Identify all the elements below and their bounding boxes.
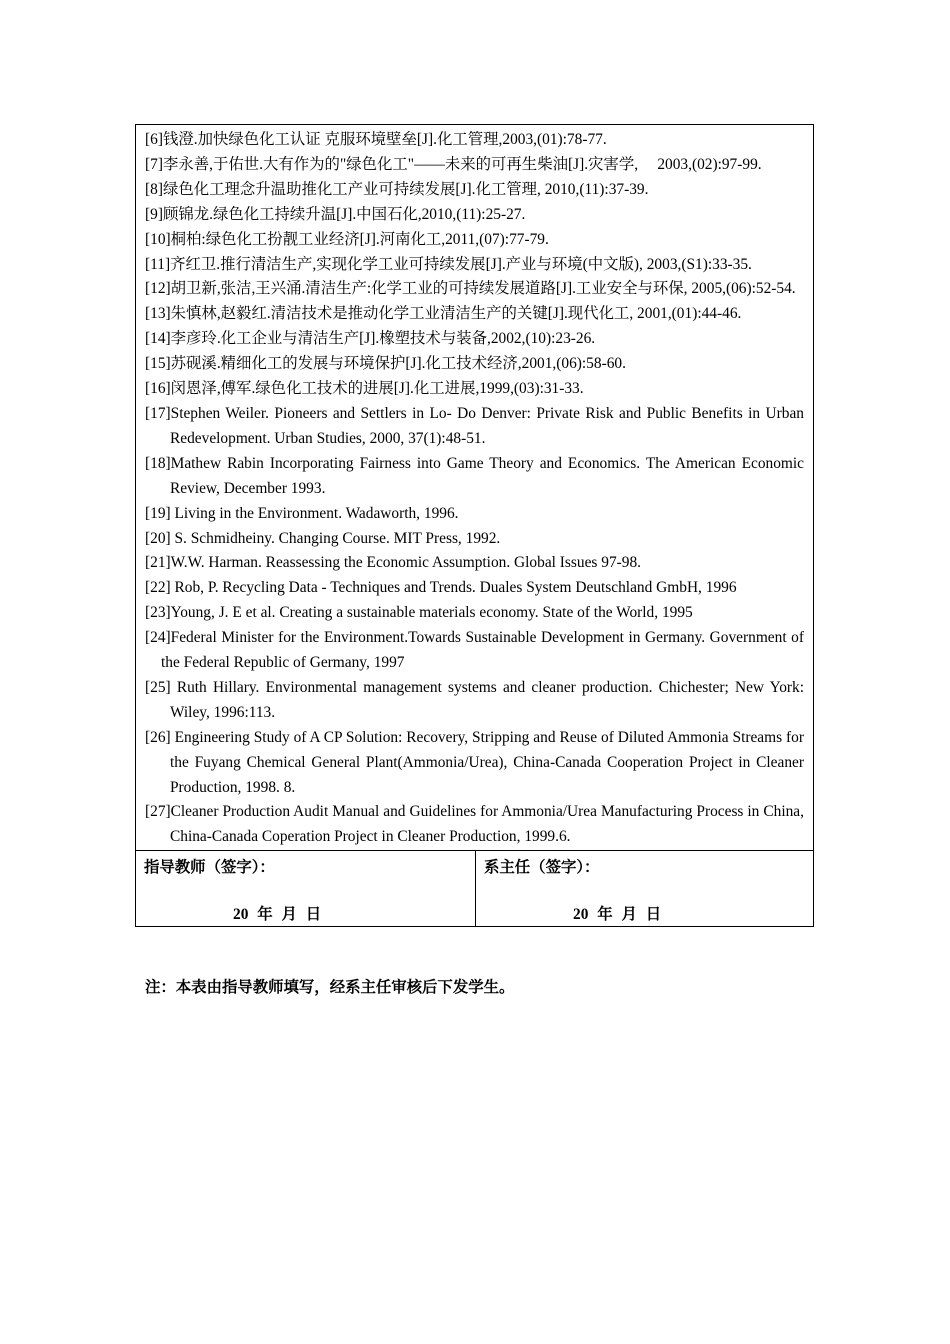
reference-item: [20] S. Schmidheiny. Changing Course. MIT Press, 1992. — [145, 529, 501, 547]
reference-item: [7]李永善,于佑世.大有作为的"绿色化工"——未来的可再生柴油[J].灾害学, 2003,(02):97-99. — [145, 155, 762, 173]
reference-item: [24]Federal Minister for the Environment.Towards Sustainable Development in Germany. Government of the Federal Republic of Germany, 1997 — [145, 629, 804, 672]
reference-item: [13]朱慎林,赵毅红.清洁技术是推动化学工业清洁生产的关键[J].现代化工, 2001,(01):44-46. — [145, 305, 742, 323]
reference-list — [136, 125, 813, 850]
reference-item: [25] Ruth Hillary. Environmental management systems and cleaner production. Chichester; New York: Wiley, 1996:113. — [145, 678, 804, 721]
reference-item: [15]苏砚溪.精细化工的发展与环境保护[J].化工技术经济,2001,(06):58-60. — [145, 355, 626, 373]
reference-item: [19] Living in the Environment. Wadaworth, 1996. — [145, 504, 459, 522]
reference-item: [9]顾锦龙.绿色化工持续升温[J].中国石化,2010,(11):25-27. — [145, 205, 526, 223]
reference-item: [17]Stephen Weiler. Pioneers and Settlers in Lo- Do Denver: Private Risk and Public Benefits in Urban Redevelopment. Urban Studies, 2000, 37(1):48-51. — [145, 404, 804, 447]
reference-item: [10]桐柏:绿色化工扮靓工业经济[J].河南化工,2011,(07):77-79. — [145, 230, 549, 248]
advisor-signature-date: 20 年 月 日 — [233, 906, 322, 924]
head-signature-label: 系主任（签字）： — [484, 859, 600, 877]
advisor-signature-cell — [136, 851, 475, 926]
head-signature-date: 20 年 月 日 — [573, 906, 662, 924]
reference-item: [12]胡卫新,张洁,王兴涌.清洁生产:化学工业的可持续发展道路[J].工业安全与环保, 2005,(06):52-54. — [145, 280, 796, 298]
reference-item: [22] Rob, P. Recycling Data - Techniques and Trends. Duales System Deutschland GmbH, 1996 — [145, 579, 737, 597]
reference-item: [16]闵恩泽,傅军.绿色化工技术的进展[J].化工进展,1999,(03):31-33. — [145, 380, 584, 398]
reference-item: [26] Engineering Study of A CP Solution: Recovery, Stripping and Reuse of Diluted Ammonia Streams for the Fuyang Chemical General Plant(Ammonia/Urea), China-Canada Cooperation Project in Cleaner Production, 1998. 8. — [145, 728, 804, 796]
reference-item: [11]齐红卫.推行清洁生产,实现化学工业可持续发展[J].产业与环境(中文版), 2003,(S1):33-35. — [145, 255, 752, 273]
reference-table — [135, 124, 814, 927]
advisor-signature-label: 指导教师（签字）： — [144, 859, 275, 877]
reference-item: [6]钱澄.加快绿色化工认证 克服环境壁垒[J].化工管理,2003,(01):78-77. — [145, 131, 607, 148]
reference-item: [8]绿色化工理念升温助推化工产业可持续发展[J].化工管理, 2010,(11):37-39. — [145, 180, 649, 198]
signature-row — [136, 850, 813, 926]
head-signature-cell — [475, 851, 813, 926]
reference-item: [27]Cleaner Production Audit Manual and Guidelines for Ammonia/Urea Manufacturing Process in China, China-Canada Coperation Project in Cleaner Production, 1999.6. — [145, 803, 804, 846]
reference-item: [21]W.W. Harman. Reassessing the Economic Assumption. Global Issues 97-98. — [145, 554, 641, 572]
reference-item: [18]Mathew Rabin Incorporating Fairness into Game Theory and Economics. The American Economic Review, December 1993. — [145, 454, 804, 497]
reference-item: [14]李彦玲.化工企业与清洁生产[J].橡塑技术与装备,2002,(10):23-26. — [145, 330, 596, 348]
footnote: 注：本表由指导教师填写，经系主任审核后下发学生。 — [145, 979, 515, 996]
reference-item: [23]Young, J. E et al. Creating a sustainable materials economy. State of the World, 1995 — [145, 604, 693, 622]
